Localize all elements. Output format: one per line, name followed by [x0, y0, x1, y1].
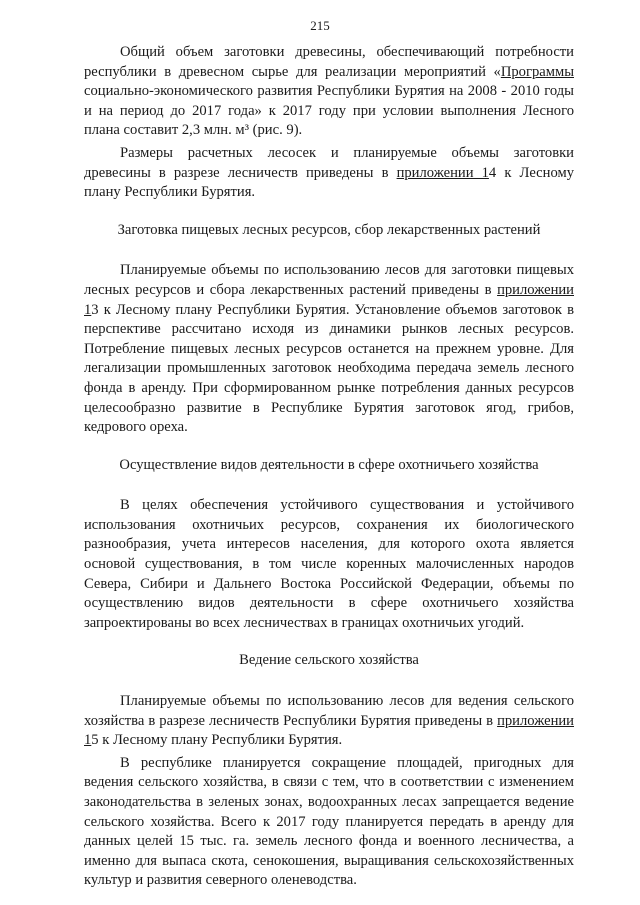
heading-agriculture: Ведение сельского хозяйства: [239, 652, 419, 669]
heading-hunting: Осуществление видов деятельности в сфере охотничьего хозяйства: [119, 456, 539, 473]
heading-food-resources: Заготовка пищевых лесных ресурсов, сбор лекарственных растений: [117, 221, 541, 238]
page-number: 215: [310, 18, 330, 33]
appendix-14-link[interactable]: приложении 1: [396, 164, 489, 181]
paragraph-logging-sizes: Размеры расчетных лесосек и планируемые объемы заготовки древесины в разрезе лесничеств приведены в приложении 14 к Лесному плану Республики Бурятия.: [84, 144, 574, 201]
paragraph-timber-volume: Общий объем заготовки древесины, обеспечивающий потребности республики в древесном сырье для реализации мероприятий «Программы социально-экономического развития Республики Бурятия на 2008 - 2010 годы и на период до 2017 года» к 2017 году при условии выполнения Лесного плана составит 2,3 млн. м³ (рис. 9).: [84, 44, 574, 139]
document-body: [84, 43, 574, 891]
appendix-15-link[interactable]: приложении 1: [84, 712, 574, 749]
paragraph-agriculture-volumes: Планируемые объемы по использованию лесов для ведения сельского хозяйства в разрезе лесничеств Республики Бурятия приведены в приложении 15 к Лесному плану Республики Бурятия.: [84, 693, 574, 749]
appendix-13-link[interactable]: приложении 1: [84, 281, 574, 318]
paragraph-hunting: В целях обеспечения устойчивого существования и устойчивого использования охотничьих ресурсов, сохранения их биологического разнообразия, учета интересов населения, для которого охота является основой существования, в том числе коренных малочисленных народов Севера, Сибири и Дальнего Востока Российской Федерации, объемы по осуществлению видов деятельности в сфере охотничьего хозяйства запроектированы во всех лесничествах в границах охотничьих угодий.: [84, 497, 574, 631]
paragraph-agriculture-reduction: В республике планируется сокращение площадей, пригодных для ведения сельского хозяйства, в связи с тем, что в соответствии с изменением законодательства в зеленых зонах, водоохранных лесах запрещается ведение сельского хозяйства. Всего к 2017 году планируется передать в аренду для данных целей 15 тыс. га. земель лесного фонда и военного лесничества, а именно для выпаса скота, сенокошения, выращивания сельскохозяйственных культур и развития северного оленеводства.: [84, 754, 574, 889]
program-link[interactable]: Программы: [500, 63, 574, 80]
paragraph-food-resources: Планируемые объемы по использованию лесов для заготовки пищевых лесных ресурсов и сбора лекарственных растений приведены в приложении 13 к Лесному плану Республики Бурятия. Установление объемов заготовок в перспективе рассчитано исходя из динамики рынков лесных ресурсов. Потребление пищевых лесных ресурсов останется на прежнем уровне. Для легализации промышленных заготовок необходима передача земель лесного фонда в аренду. При сформированном рынке потребления данных ресурсов целесообразно развитие в Республике Бурятия заготовок ягод, грибов, кедрового ореха.: [84, 262, 574, 436]
